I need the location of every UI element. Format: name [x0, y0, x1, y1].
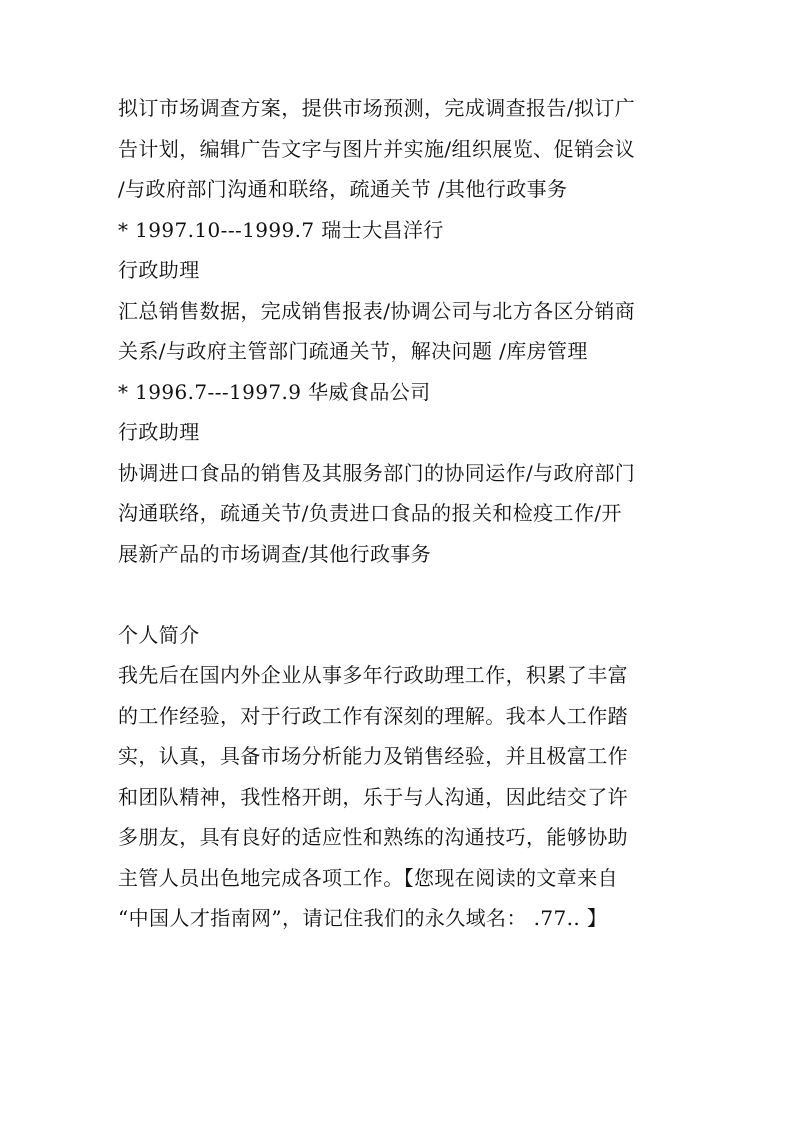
paragraph-line: 我先后在国内外企业从事多年行政助理工作，积累了丰富	[118, 663, 628, 687]
profile-body	[118, 655, 688, 939]
paragraph-line: 告计划，编辑广告文字与图片并实施/组织展览、促销会议	[118, 136, 636, 161]
job3-title: 行政助理	[118, 420, 200, 444]
job2-title: 行政助理	[118, 258, 200, 282]
paragraph-line: 主管人员出色地完成各项工作。【您现在阅读的文章来自	[118, 865, 618, 890]
paragraph-line: 实，认真，具备市场分析能力及销售经验，并且极富工作	[118, 744, 628, 768]
paragraph-line: 关系/与政府主管部门疏通关节，解决问题 /库房管理	[118, 339, 588, 363]
document-body	[118, 88, 688, 939]
paragraph-line: 的工作经验，对于行政工作有深刻的理解。我本人工作踏	[118, 703, 628, 728]
paragraph-line: 汇总销售数据，完成销售报表/协调公司与北方各区分销商	[118, 298, 636, 323]
paragraph-line: “中国人才指南网”，请记住我们的永久域名： .77.. 】	[118, 906, 608, 930]
paragraph-line: 拟订市场调查方案，提供市场预测，完成调查报告/拟订广	[118, 96, 636, 120]
paragraph-line: 展新产品的市场调查/其他行政事务	[118, 541, 432, 566]
paragraph-line: 协调进口食品的销售及其服务部门的协同运作/与政府部门	[118, 460, 636, 485]
profile-heading: 个人简介	[118, 622, 200, 647]
paragraph-line: 和团队精神，我性格开朗，乐于与人沟通，因此结交了许	[118, 784, 628, 809]
job3-description	[118, 453, 688, 575]
paragraph-line: 多朋友，具有良好的适应性和熟练的沟通技巧，能够协助	[118, 825, 628, 849]
job1-description	[118, 88, 688, 210]
paragraph-line: 沟通联络，疏通关节/负责进口食品的报关和检疫工作/开	[118, 501, 622, 525]
job3-period-company: * 1996.7---1997.9 华威食品公司	[118, 379, 431, 404]
blank-line	[118, 574, 688, 615]
job2-description	[118, 291, 688, 372]
job2-period-company: * 1997.10---1999.7 瑞士大昌洋行	[118, 217, 444, 242]
paragraph-line: /与政府部门沟通和联络，疏通关节 /其他行政事务	[118, 177, 568, 201]
